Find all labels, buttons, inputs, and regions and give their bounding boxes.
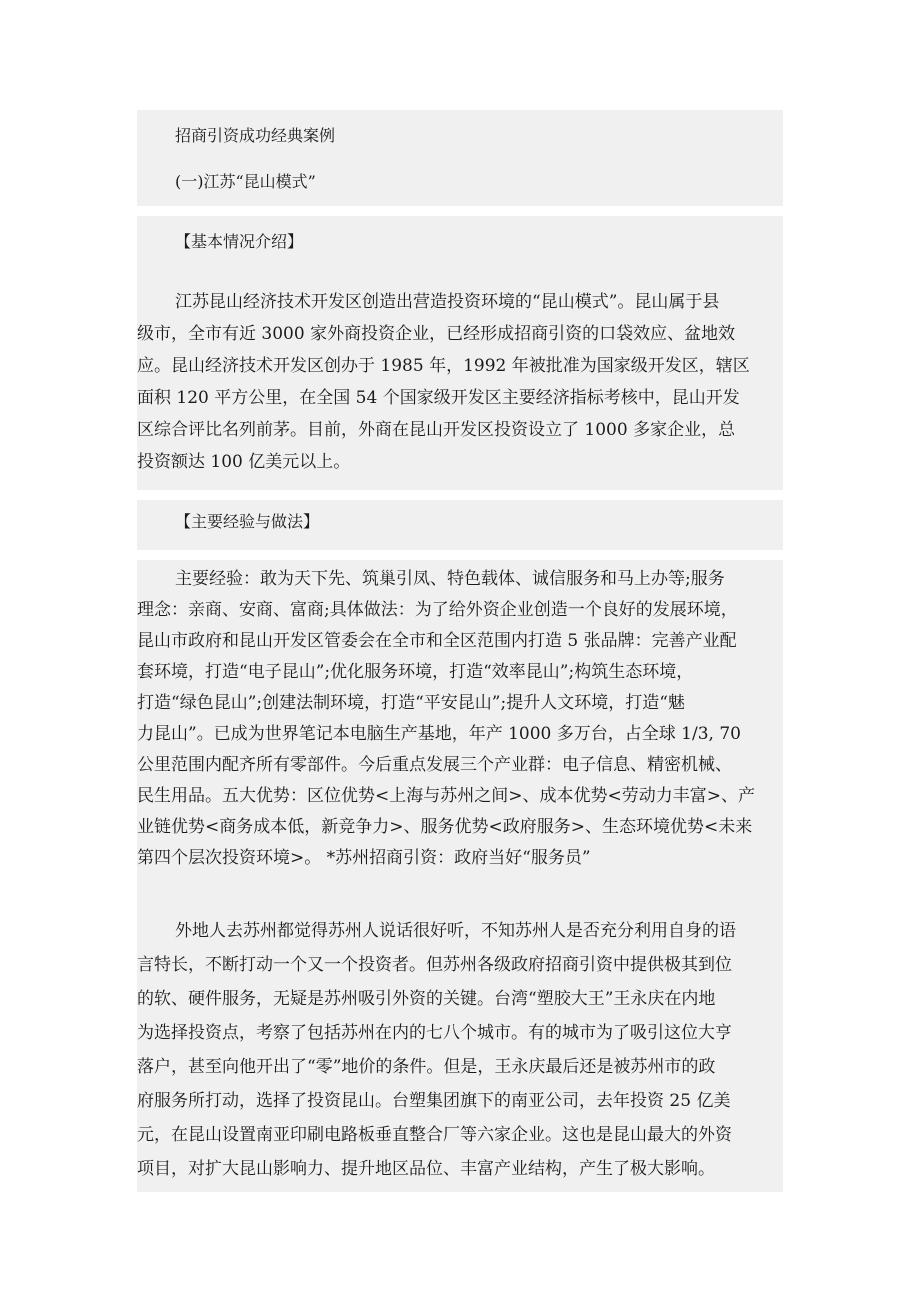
paragraph-line: 打造“绿色昆山”;创建法制环境，打造“平安昆山”;提升人文环境，打造“魅 <box>137 693 685 713</box>
section2-heading-block <box>137 500 783 550</box>
paragraph-line: 为选择投资点，考察了包括苏州在内的七八个城市。有的城市为了吸引这位大亨 <box>137 1023 732 1043</box>
document-subtitle: (一)江苏“昆山模式” <box>175 172 316 191</box>
spacer <box>137 550 783 560</box>
paragraph-line: 面积 120 平方公里，在全国 54 个国家级开发区主要经济指标考核中，昆山开发 <box>137 388 740 408</box>
spacer <box>137 490 783 500</box>
paragraph-line: 的软、硬件服务，无疑是苏州吸引外资的关键。台湾“塑胶大王”王永庆在内地 <box>137 989 716 1009</box>
paragraph-line: 外地人去苏州都觉得苏州人说话很好听，不知苏州人是否充分利用自身的语 <box>175 921 736 941</box>
paragraph-line: 套环境，打造“电子昆山”;优化服务环境，打造“效率昆山”;构筑生态环境， <box>137 662 694 682</box>
paragraph-line: 民生用品。五大优势：区位优势<上海与苏州之间>、成本优势<劳动力丰富>、产 <box>137 786 755 806</box>
document-body <box>137 110 783 1192</box>
section3-body <box>137 884 783 1192</box>
section1-heading: 【基本情况介绍】 <box>175 232 304 251</box>
document-title: 招商引资成功经典案例 <box>175 126 336 145</box>
section1-heading-block <box>137 216 783 272</box>
paragraph-line: 言特长，不断打动一个又一个投资者。但苏州各级政府招商引资中提供极其到位 <box>137 955 732 975</box>
paragraph-line: 第四个层次投资环境>。 *苏州招商引资：政府当好“服务员” <box>137 848 591 868</box>
paragraph-line: 元，在昆山设置南亚印刷电路板垂直整合厂等六家企业。这也是昆山最大的外资 <box>137 1125 732 1145</box>
paragraph-line: 主要经验：敢为天下先、筑巢引凤、特色载体、诚信服务和马上办等;服务 <box>175 569 725 589</box>
section2-heading: 【主要经验与做法】 <box>175 512 320 531</box>
paragraph-line: 公里范围内配齐所有零部件。今后重点发展三个产业群：电子信息、精密机械、 <box>137 755 732 775</box>
spacer <box>137 206 783 216</box>
paragraph-line: 区综合评比名列前茅。目前，外商在昆山开发区投资设立了 1000 多家企业，总 <box>137 420 736 440</box>
paragraph-line: 投资额达 100 亿美元以上。 <box>137 452 351 472</box>
section2-body <box>137 560 783 884</box>
paragraph-line: 府服务所打动，选择了投资昆山。台塑集团旗下的南亚公司，去年投资 25 亿美 <box>137 1091 731 1111</box>
paragraph-line: 落户，甚至向他开出了“零”地价的条件。但是，王永庆最后还是被苏州市的政 <box>137 1057 716 1077</box>
section1-body <box>137 272 783 490</box>
title-block <box>137 110 783 206</box>
paragraph-line: 业链优势<商务成本低，新竞争力>、服务优势<政府服务>、生态环境优势<未来 <box>137 817 753 837</box>
paragraph-line: 理念：亲商、安商、富商;具体做法：为了给外资企业创造一个良好的发展环境， <box>137 600 738 620</box>
paragraph-line: 江苏昆山经济技术开发区创造出营造投资环境的“昆山模式”。昆山属于县 <box>175 292 720 312</box>
paragraph-line: 项目，对扩大昆山影响力、提升地区品位、丰富产业结构，产生了极大影响。 <box>137 1159 715 1179</box>
paragraph-line: 力昆山”。已成为世界笔记本电脑生产基地，年产 1000 多万台，占全球 1/3, 70 <box>137 724 741 744</box>
paragraph-line: 级市，全市有近 3000 家外商投资企业，已经形成招商引资的口袋效应、盆地效 <box>137 324 736 344</box>
paragraph-line: 昆山市政府和昆山开发区管委会在全市和全区范围内打造 5 张品牌：完善产业配 <box>137 631 737 651</box>
paragraph-line: 应。昆山经济技术开发区创办于 1985 年，1992 年被批准为国家级开发区，辖区 <box>137 356 750 376</box>
